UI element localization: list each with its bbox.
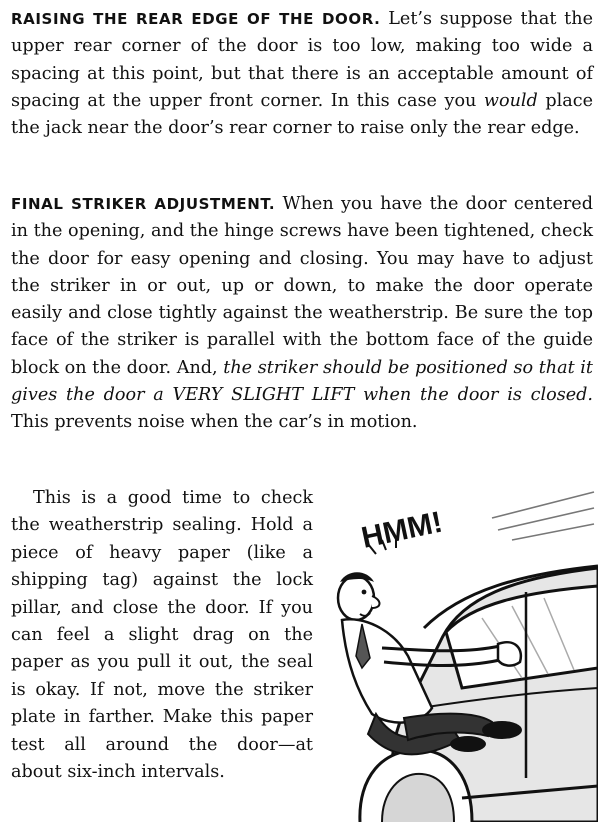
body-text: Let’s suppose that the upper rear corner of the door is too low, making too wide a spacing at this point, but that there is an acceptable amount of spacing at the upper front corner. In this case you	[11, 9, 593, 111]
body-text: This prevents noise when the car’s in motion.	[11, 412, 418, 433]
section-raising-rear-edge	[11, 6, 593, 142]
weatherstrip-check-paragraph: This is a good time to check the weatherstrip sealing. Hold a piece of heavy paper (like a shipping tag) against the lock pillar, and close the door. If you can feel a slight drag on the paper as you pull it out, the seal is okay. If not, move the striker plate in farther. Make this paper test all around the door—at about six-inch intervals.	[11, 488, 313, 783]
speech-text: HMM!	[358, 505, 446, 555]
emphasis-text: would	[483, 90, 538, 111]
man-checking-car-door-illustration	[312, 478, 598, 822]
section-heading: FINAL STRIKER ADJUSTMENT.	[11, 195, 276, 213]
body-text: When you have the door centered in the opening, and the hinge screws have been tightened, check the door for easy opening and closing. You may have to adjust the striker in or out, up or down, to make the door operate easily and close tightly against the weatherstrip. Be sure the top face of the striker is parallel with the bottom face of the guide block on the door. And,	[11, 194, 593, 378]
body-text: place the jack near the door’s rear corner to raise only the rear edge.	[11, 90, 593, 139]
emphasis-text: the striker should be positioned so that it gives the door a VERY SLIGHT LIFT when the door is closed.	[11, 357, 593, 406]
section-final-striker-adjustment	[11, 191, 593, 437]
section-heading: RAISING THE REAR EDGE OF THE DOOR.	[11, 10, 381, 28]
